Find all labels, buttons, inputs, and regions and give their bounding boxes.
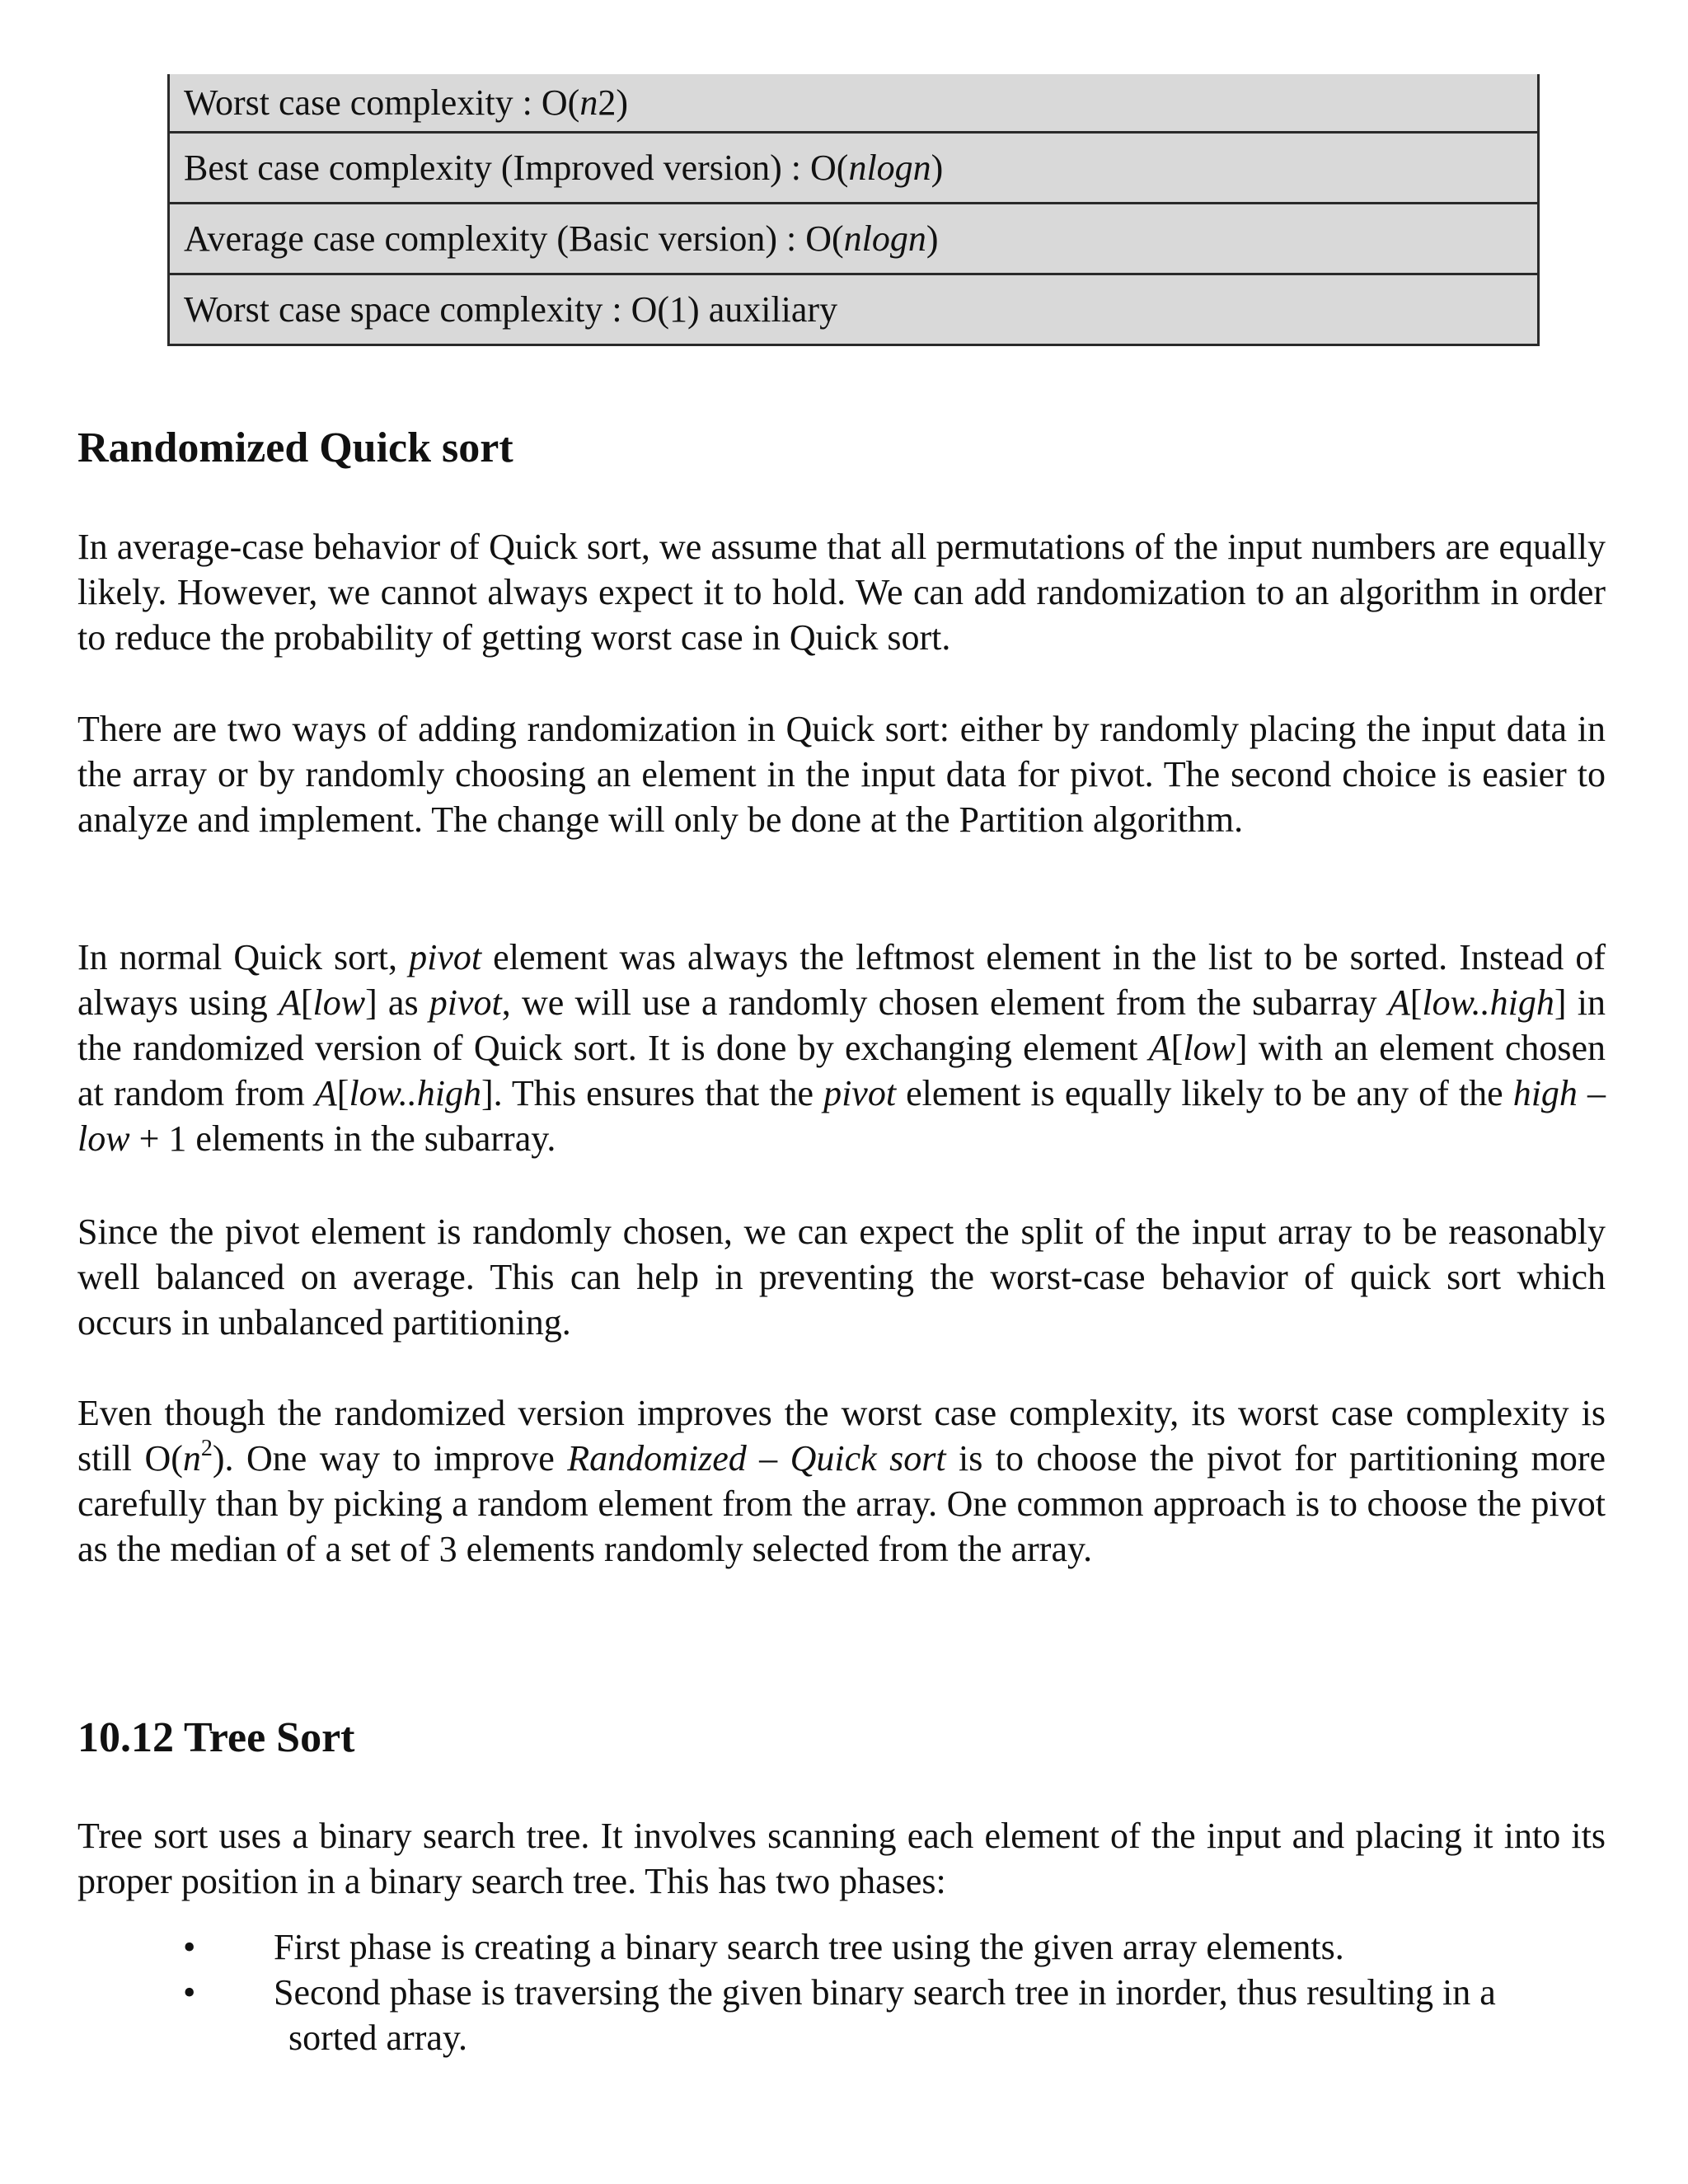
table-cell-italic: nlogn (843, 218, 926, 259)
table-cell-text: Average case complexity (Basic version) : O( (184, 218, 844, 259)
bullet-icon: • (183, 1927, 196, 1967)
complexity-table (167, 74, 1540, 346)
table-row (167, 275, 1540, 346)
list-item-text: First phase is creating a binary search tree using the given array elements. (274, 1927, 1344, 1967)
list-item-text: Second phase is traversing the given binary search tree in inorder, thus resulting in a (274, 1972, 1496, 2013)
list-item-text-continued: sorted array. (288, 2018, 468, 2058)
paragraph-improve-randomized: Even though the randomized version improves the worst case complexity, its worst case complexity is still $O(n^2)$. One way to improve Randomized – Quick sort is to choose the pivot for partitioning more carefully than by picking a random element from the array. One common approach is to choose the pivot as the median of a set of 3 elements randomly selected from the array. (77, 1393, 1606, 1569)
list-item (77, 1924, 1606, 1970)
paragraph-two-ways: There are two ways of adding randomization in Quick sort: either by randomly placing the input data in the array or by randomly choosing an element in the input data for pivot. The second choice is easier to analyze and implement. The change will only be done at the Partition algorithm. (77, 709, 1606, 840)
table-cell-text: ) (931, 147, 944, 188)
paragraph-average-case: In average-case behavior of Quick sort, we assume that all permutations of the input numbers are equally likely. However, we cannot always expect it to hold. We can add randomization to an algorithm in order to reduce the probability of getting worst case in Quick sort. (77, 527, 1606, 658)
table-row (167, 74, 1540, 134)
paragraph-normal-quick-sort: In normal Quick sort, pivot element was always the leftmost element in the list to be sorted. Instead of always using A[low] as pivot, we will use a randomly chosen element from the subarray A[low..high] in the randomized version of Quick sort. It is done by exchanging element A[low] with an element chosen at random from A[low..high]. This ensures that the pivot element is equally likely to be any of the high – low + 1 elements in the subarray. (77, 937, 1606, 1159)
table-cell-italic: n (579, 82, 598, 123)
table-cell-text: Worst case complexity : O( (184, 82, 580, 123)
table-cell-text: Best case complexity (Improved version) : O( (184, 147, 849, 188)
paragraph-tree-sort-intro: Tree sort uses a binary search tree. It involves scanning each element of the input and placing it into its proper position in a binary search tree. This has two phases: (77, 1816, 1606, 1901)
paragraph-pivot-randomly-chosen: Since the pivot element is randomly chosen, we can expect the split of the input array to be reasonably well balanced on average. This can help in preventing the worst-case behavior of quick sort which occurs in unbalanced partitioning. (77, 1212, 1606, 1343)
table-row (167, 134, 1540, 204)
section-heading-randomized-quick-sort: Randomized Quick sort (77, 424, 513, 471)
table-cell-text: ) (926, 218, 939, 259)
bullet-icon: • (183, 1972, 196, 2013)
table-cell-text: 2) (598, 82, 628, 123)
table-cell-italic: nlogn (848, 147, 931, 188)
section-heading-tree-sort: 10.12 Tree Sort (77, 1714, 355, 1761)
phase-list (77, 1924, 1606, 2060)
list-item (77, 1970, 1606, 2060)
table-row (167, 204, 1540, 275)
table-cell-text: Worst case space complexity : O(1) auxiliary (184, 288, 838, 330)
